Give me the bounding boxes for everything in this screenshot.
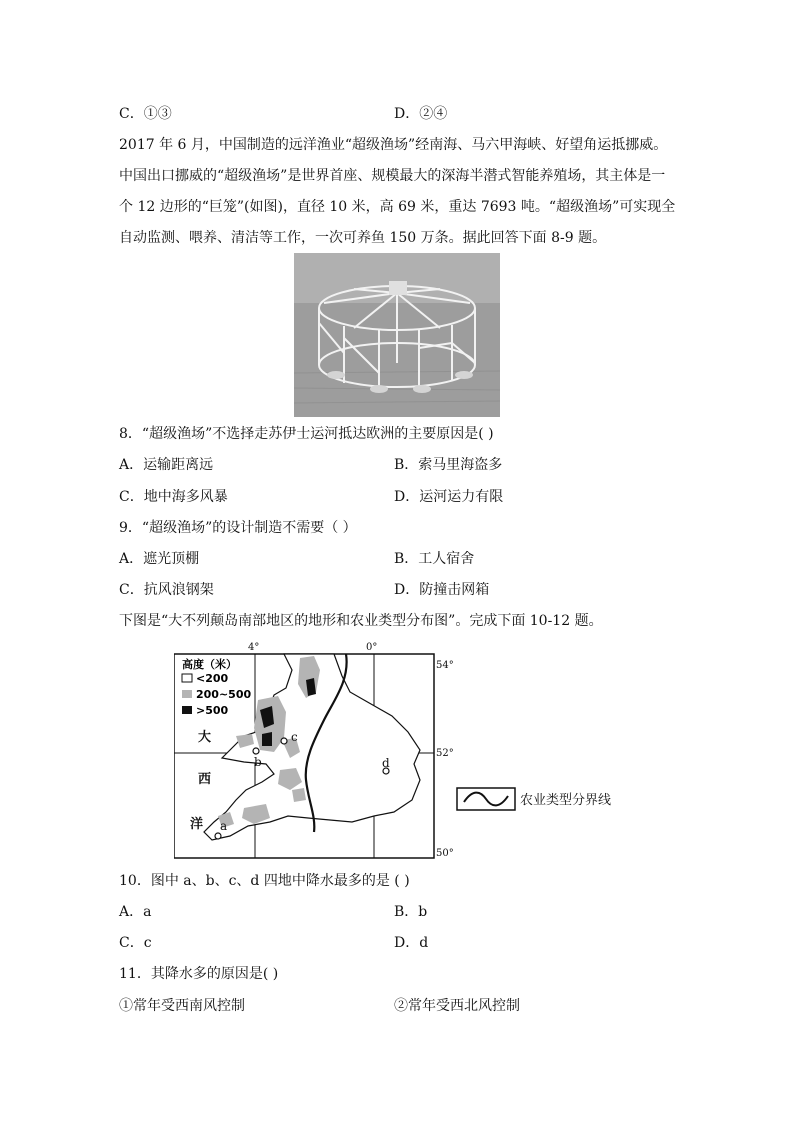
point-label-c: c [291,730,298,744]
passage-line-4: 自动监测、喂养、清洁等工作，一次可养鱼 150 万条。据此回答下面 8-9 题。 [119,230,607,246]
legend-swatch-mid [182,690,192,698]
legend-label-high: >500 [196,704,229,717]
point-label-d: d [382,756,390,770]
lat-label-50: 50° [436,848,454,859]
q9-option-a: A．遮光顶棚 [119,551,200,567]
passage-line-2: 中国出口挪威的“超级渔场”是世界首座、规模最大的深海半潜式智能养殖场，其主体是一 [119,168,666,184]
q8-option-c: C．地中海多风暴 [119,489,228,505]
q8-stem: 8．“超级渔场”不选择走苏伊士运河抵达欧洲的主要原因是( ) [119,426,494,442]
q8-option-a: A．运输距离远 [119,457,214,473]
legend-title: 高度（米） [182,658,237,671]
q7-option-d: D．②④ [394,106,448,122]
legend-label-low: <200 [196,672,229,685]
q9-option-b: B．工人宿舍 [394,551,475,567]
legend-swatch-high [182,706,192,714]
lon-label-4: 4° [248,642,260,653]
point-label-a: a [220,819,228,833]
point-c-marker [281,738,287,744]
ocean-char-3: 洋 [190,817,204,832]
q9-stem: 9．“超级渔场”的设计制造不需要（ ） [119,520,357,536]
q9-option-c: C．抗风浪钢架 [119,582,214,598]
point-b-marker [253,748,259,754]
q8-option-d: D．运河运力有限 [394,489,504,505]
passage-line-3: 个 12 边形的“巨笼”(如图)，直径 10 米，高 69 米，重达 7693 吨。“超级渔场”可实现全 [119,199,676,215]
map-svg [174,640,614,862]
q11-option-2: ②常年受西北风控制 [394,998,520,1014]
point-label-b: b [254,755,262,769]
q11-option-1: ①常年受西南风控制 [119,998,245,1014]
legend-swatch-low [182,674,192,682]
boundary-legend-label: 农业类型分界线 [520,793,612,808]
ocean-char-1: 大 [198,730,212,745]
q9-option-d: D．防撞击网箱 [394,582,490,598]
q10-option-a: A．a [119,904,152,920]
map-intro: 下图是“大不列颠岛南部地区的地形和农业类型分布图”。完成下面 10-12 题。 [119,613,603,629]
lon-label-0: 0° [366,642,378,653]
lat-label-52: 52° [436,748,454,759]
ocean-char-2: 西 [198,772,212,787]
q10-stem: 10．图中 a、b、c、d 四地中降水最多的是 ( ) [119,873,410,889]
q7-option-c: C．①③ [119,106,172,122]
fish-farm-photo [294,253,500,417]
q11-stem: 11．其降水多的原因是( ) [119,966,279,982]
boundary-legend [457,788,611,810]
uk-terrain-agriculture-map [174,640,614,862]
lat-label-54: 54° [436,660,454,671]
legend-label-mid: 200~500 [196,688,252,701]
q10-option-b: B．b [394,904,428,920]
q10-option-c: C．c [119,935,152,951]
point-a-marker [215,833,221,839]
q8-option-b: B．索马里海盗多 [394,457,503,473]
q10-option-d: D．d [394,935,429,951]
passage-line-1: 2017 年 6 月，中国制造的远洋渔业“超级渔场”经南海、马六甲海峡、好望角运抵挪威。 [119,137,668,153]
fish-farm-cage-illustration [294,253,500,417]
